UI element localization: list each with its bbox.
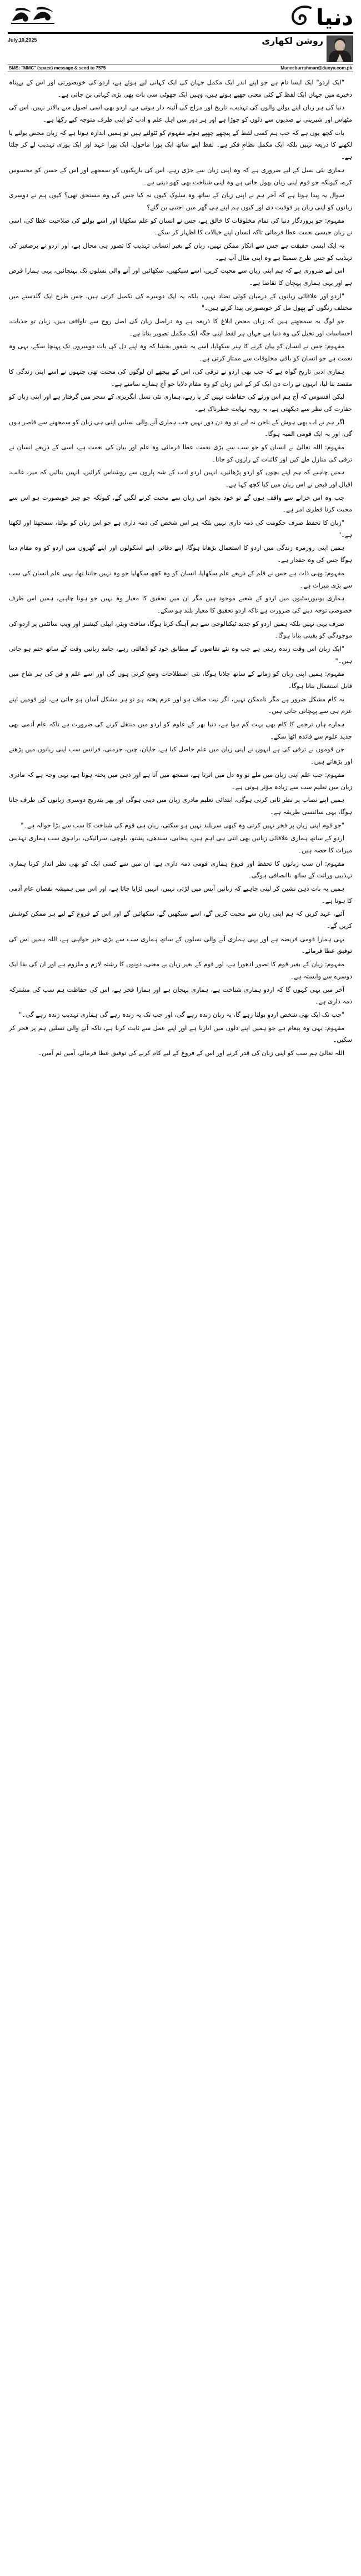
article-paragraph: جن قوموں نے ترقی کی ہے انہوں نے اپنی زبان میں علم حاصل کیا ہے، جاپان، چین، جرمنی، فرانس سب اپنی زبانوں میں پڑھتے اور پڑھاتے ہیں۔ xyxy=(9,746,352,766)
article-paragraph: مفہوم: زبان کے بغیر قوم کا تصور ادھورا ہے، اور قوم کے بغیر زبان بے معنی، دونوں کا رشتہ لازم و ملزوم ہے اور ان کی بقا ایک دوسرے سے وابستہ ہے۔ xyxy=(9,961,352,980)
article-paragraph: "اردو اور علاقائی زبانوں کے درمیان کوئی تضاد نہیں، بلکہ یہ ایک دوسرے کی تکمیل کرتی ہیں، جس طرح ایک گلدستے میں مختلف رنگوں کے پھول مل کر خوبصورتی پیدا کرتے ہیں۔" xyxy=(9,292,352,312)
article-paragraph: ہماری یونیورسٹیوں میں اردو کے شعبے موجود ہیں مگر ان میں تحقیق کا معیار وہ نہیں جو ہونا چاہیے، ہمیں اس طرف خصوصی توجہ دینے کی ضرورت ہے تاکہ اردو تحقیق کا معیار بلند ہو سکے۔ xyxy=(9,595,352,614)
article-paragraph: آئیے، عہد کریں کہ ہم اپنی زبان سے محبت کریں گے، اسے سیکھیں گے، سکھائیں گے اور اس کے فروغ کے لیے ہر ممکن کوشش کریں گے۔ xyxy=(9,910,352,930)
article-paragraph: مفہوم: وہی ذات ہے جس نے قلم کے ذریعے علم سکھایا، انسان کو وہ کچھ سکھایا جو وہ نہیں جانتا تھا، یہی علم انسان کی سب سے بڑی میراث ہے۔ xyxy=(9,569,352,589)
article-paragraph: اس لیے ضروری ہے کہ ہم اپنی زبان سے محبت کریں، اسے سیکھیں، سکھائیں اور آنے والی نسلوں تک پہنچائیں، یہی ہمارا فرض ہے اور یہی ہماری پہچان کا تقاضا ہے۔ xyxy=(9,267,352,287)
article-paragraph: مفہوم: ہمیں اپنی زبان کو زمانے کے ساتھ چلانا ہوگا، نئی اصطلاحات وضع کرنی ہوں گی اور اسے علم و فن کی ہر شاخ میں قابل استعمال بنانا ہوگا۔ xyxy=(9,670,352,690)
paper-name: دنیا xyxy=(316,5,353,31)
article-paragraph: ہمیں اپنے نصاب پر نظر ثانی کرنی ہوگی، ابتدائی تعلیم مادری زبان میں دینی ہوگی اور پھر بتدریج دوسری زبانوں کی طرف جانا ہوگا، یہی سائنسی طریقہ ہے۔ xyxy=(9,796,352,816)
author-portrait xyxy=(327,36,353,62)
article-paragraph: اردو کے ساتھ ہماری علاقائی زبانیں بھی اتنی ہی اہم ہیں، پنجابی، سندھی، پشتو، بلوچی، سرائیکی، براہوی سب ہماری تہذیبی میراث کا حصہ ہیں۔ xyxy=(9,835,352,854)
paper-logo[interactable] xyxy=(288,3,353,29)
article-paragraph: "زبان کا تحفظ صرف حکومت کی ذمہ داری نہیں بلکہ ہر اس شخص کی ذمہ داری ہے جو اس زبان کو بولتا، سمجھتا اور لکھتا ہے۔" xyxy=(9,519,352,539)
author-email[interactable]: Muneeburrahman@dunya.com.pk xyxy=(280,66,352,71)
masthead xyxy=(0,0,361,30)
article-paragraph: جو لوگ یہ سمجھتے ہیں کہ زبان محض ابلاغ کا ذریعہ ہے وہ دراصل زبان کی اصل روح سے ناواقف ہیں، زبان تو جذبات، احساسات اور تخیل کی وہ دنیا ہے جہاں ہر لفظ اپنی جگہ ایک مکمل تصویر بناتا ہے۔ xyxy=(9,318,352,337)
article-paragraph: "جو قوم اپنی زبان پر فخر نہیں کرتی وہ کبھی سربلند نہیں ہو سکتی، زبان ہی قوم کی شناخت کا سب سے بڑا حوالہ ہے۔" xyxy=(21,821,344,829)
article-paragraph: "ایک زبان اس وقت زندہ رہتی ہے جب وہ نئے تقاضوں کے مطابق خود کو ڈھالتی رہے، جامد زبانیں وقت کے ساتھ ختم ہو جاتی ہیں۔" xyxy=(9,645,352,665)
byline-band xyxy=(0,34,361,62)
article-paragraph: بات کچھ یوں ہے کہ جب ہم کسی لفظ کے پیچھے چھپے ہوئے مفہوم کو ٹٹولتے ہیں تو ہمیں اندازہ ہوتا ہے کہ زبان محض بولنے یا لکھنے کا ذریعہ نہیں بلکہ ایک مکمل نظامِ فکر ہے۔ لفظ اپنے ساتھ ایک پورا ماحول، ایک پورا عہد اور ایک پوری تہذیب لے کر چلتا ہے۔ xyxy=(9,129,352,161)
article-paragraph: یہ کام مشکل ضرور ہے مگر ناممکن نہیں، اگر نیت صاف ہو اور عزم پختہ ہو تو ہر مشکل آسان ہو جاتی ہے، اور قومیں اپنے عزم ہی سے پہچانی جاتی ہیں۔ xyxy=(9,695,352,715)
article-paragraph: "جب تک ایک بھی شخص اردو بولتا رہے گا، یہ زبان زندہ رہے گی، اور جب تک یہ زندہ رہے گی ہماری تہذیب زندہ رہے گی۔" xyxy=(18,1011,344,1018)
article-paragraph: ہمارے ہاں ترجمے کا کام بھی بہت کم ہوا ہے، دنیا بھر کے علوم کو اردو میں منتقل کرنے کی ضرورت ہے تاکہ عام آدمی بھی جدید علوم سے فائدہ اٹھا سکے۔ xyxy=(9,721,352,740)
article-paragraph: ہماری ادبی تاریخ گواہ ہے کہ جب بھی اردو نے ترقی کی، اس کے پیچھے ان لوگوں کی محنت تھی جنہوں نے اسے اپنی زندگی کا مقصد بنا لیا، انہوں نے رات دن ایک کر کے اس زبان کو وہ مقام دلایا جو آج ہمارے سامنے ہے۔ xyxy=(9,368,352,388)
article-paragraph: سوال یہ پیدا ہوتا ہے کہ آخر ہم نے اپنی زبان کے ساتھ وہ سلوک کیوں نہ کیا جس کی وہ مستحق تھی؟ کیوں ہم نے دوسری زبانوں کو اپنی زبان پر فوقیت دی اور کیوں ہم اپنے ہی گھر میں اجنبی بن گئے؟ xyxy=(9,192,352,211)
swirl-icon xyxy=(288,3,314,29)
article-paragraph: مفہوم: یہی وہ پیغام ہے جو ہمیں اپنے دلوں میں اتارنا ہے اور اپنے عمل سے ثابت کرنا ہے، تاکہ آنے والی نسلیں ہم پر فخر کر سکیں۔ xyxy=(9,1024,352,1044)
article-paragraph: یہی ہمارا قومی فریضہ ہے اور یہی ہماری آنے والی نسلوں کے ساتھ ہماری سب سے بڑی خیر خواہی ہے، اللہ ہمیں اس کی توفیق عطا فرمائے۔ xyxy=(9,935,352,955)
article-body xyxy=(0,72,361,1059)
article-paragraph: "ایک اردو" ایک ایسا نام ہے جو اپنے اندر ایک مکمل جہان کی ایک کہانی لیے ہوئے ہے، اردو کی خوبصورتی اور اس کے بےپناہ ذخیرے میں جہاں ایک لفظ کے کئی معنی چھپے ہوتے ہیں، وہیں ایک چھوٹی سی بات بھی بڑی کہانی بن جاتی ہے۔ xyxy=(9,79,352,98)
article-paragraph: یہ ایک ایسی حقیقت ہے جس سے انکار ممکن نہیں، زبان کے بغیر انسانی تہذیب کا تصور ہی محال ہے، اور اردو نے برصغیر کی تہذیب کو جس طرح سمیٹا ہے وہ اپنی مثال آپ ہے۔ xyxy=(9,242,352,262)
article-paragraph: آخر میں یہی کہوں گا کہ اردو ہماری شناخت ہے، ہماری پہچان ہے اور ہمارا فخر ہے، اس کی حفاظت ہم سب کی مشترکہ ذمہ داری ہے۔ xyxy=(9,986,352,1006)
article-paragraph: ہمیں یہ بات ذہن نشین کر لینی چاہیے کہ زبانیں آپس میں لڑتی نہیں، انہیں لڑایا جاتا ہے، اور اس میں ہمیشہ نقصان عام آدمی کا ہوتا ہے۔ xyxy=(9,885,352,905)
author-block xyxy=(262,36,353,62)
calligraphy-ornament-icon xyxy=(8,4,59,28)
article-paragraph: اللہ تعالیٰ ہم سب کو اپنی زبان کی قدر کرنے اور اس کے فروغ کے لیے کام کرنے کی توفیق عطا فرمائے، آمین ثم آمین۔ xyxy=(38,1049,344,1057)
article-paragraph: ہمیں چاہیے کہ ہم اپنے بچوں کو اردو پڑھائیں، انہیں اردو ادب کے شہ پاروں سے روشناس کرائیں، انہیں بتائیں کہ میر، غالب، اقبال اور فیض نے اس زبان میں کیا کچھ کہا ہے۔ xyxy=(9,469,352,488)
article-paragraph: اگر ہم نے اب بھی ہوش کے ناخن نہ لیے تو وہ دن دور نہیں جب ہماری آنے والی نسلیں اپنی ہی زبان کو سمجھنے سے قاصر ہوں گی، اور یہ ایک قومی المیہ ہوگا۔ xyxy=(9,418,352,438)
article-paragraph: جب وہ اس خزانے سے واقف ہوں گے تو خود بخود اس زبان سے محبت کرنے لگیں گے، کیونکہ جو چیز خوبصورت ہو اس سے محبت کرنا فطری امر ہے۔ xyxy=(9,494,352,514)
article-paragraph: صرف یہی نہیں بلکہ ہمیں اردو کو جدید ٹیکنالوجی سے ہم آہنگ کرنا ہوگا، سافٹ ویئر، ایپلی کیشنز اور ویب سائٹس پر اردو کی موجودگی کو یقینی بنانا ہوگا۔ xyxy=(9,620,352,640)
author-name: روشن لکھاری xyxy=(262,36,323,46)
article-paragraph: مفہوم: ان سب زبانوں کا تحفظ اور فروغ ہماری قومی ذمہ داری ہے، ان میں سے کسی ایک کو بھی نظر انداز کرنا ہماری تہذیبی وراثت کے ساتھ ناانصافی ہوگی۔ xyxy=(9,860,352,880)
publication-date: July,10,2025 xyxy=(8,37,37,43)
article-paragraph: مفہوم: جو پروردگار دنیا کی تمام مخلوقات کا خالق ہے، جس نے انسان کو علم سکھایا اور اسے بولنے کی صلاحیت عطا کی، اسی نے زبان جیسی نعمت عطا فرمائی تاکہ انسان اپنے خیالات کا اظہار کر سکے۔ xyxy=(9,217,352,237)
article-paragraph: ہمیں اپنی روزمرہ زندگی میں اردو کا استعمال بڑھانا ہوگا، اپنے دفاتر، اپنے اسکولوں اور اپنے گھروں میں اردو کو وہ مقام دینا ہوگا جس کی وہ حقدار ہے۔ xyxy=(9,544,352,564)
article-paragraph: دنیا کی ہر زبان اپنے بولنے والوں کی تہذیب، تاریخ اور مزاج کی آئینہ دار ہوتی ہے، اردو بھی اسی اصول سے بالاتر نہیں، اس کی مٹھاس اور شیرینی نے صدیوں سے دلوں کو جوڑا ہے اور ہر دور میں اہل علم و ادب کو اپنی طرف متوجہ کیے رکھا ہے۔ xyxy=(9,104,352,124)
contact-bar xyxy=(8,64,353,72)
article-paragraph: مفہوم: اللہ تعالیٰ نے انسان کو جو سب سے بڑی نعمت عطا فرمائی وہ علم اور بیان کی نعمت ہے، اسی کے ذریعے انسان نے ترقی کی منازل طے کیں اور کائنات کے رازوں کو جانا۔ xyxy=(9,443,352,463)
sms-instruction: SMS: "MMC" (space) message & send to 7575 xyxy=(9,66,106,71)
article-paragraph: لیکن افسوس کہ آج ہم اس ورثے کی حفاظت نہیں کر پا رہے، ہماری نئی نسل انگریزی کے سحر میں گرفتار ہے اور اپنی زبان کو حقارت کی نظر سے دیکھتی ہے، یہ رویہ نہایت خطرناک ہے۔ xyxy=(9,393,352,413)
article-paragraph: مفہوم: جب علم اپنی زبان میں ملے تو وہ دل میں اترتا ہے، سمجھ میں آتا ہے اور ذہن میں پختہ ہوتا ہے، یہی وجہ ہے کہ مادری زبان میں تعلیم سب سے زیادہ مؤثر ہوتی ہے۔ xyxy=(9,771,352,791)
article-paragraph: ہماری نئی نسل کے لیے ضروری ہے کہ وہ اپنی زبان سے جڑی رہے، اس کی باریکیوں کو سمجھے اور اس کے حسن کو محسوس کرے، کیونکہ جو قوم اپنی زبان بھول جاتی ہے وہ اپنی شناخت بھی کھو دیتی ہے۔ xyxy=(9,166,352,186)
article-paragraph: مفہوم: جس نے انسان کو بیان کرنے کا ہنر سکھایا، اسے یہ شعور بخشا کہ وہ اپنے دل کی بات دوسروں تک پہنچا سکے، یہی وہ نعمت ہے جو انسان کو باقی مخلوقات سے ممتاز کرتی ہے۔ xyxy=(9,343,352,363)
